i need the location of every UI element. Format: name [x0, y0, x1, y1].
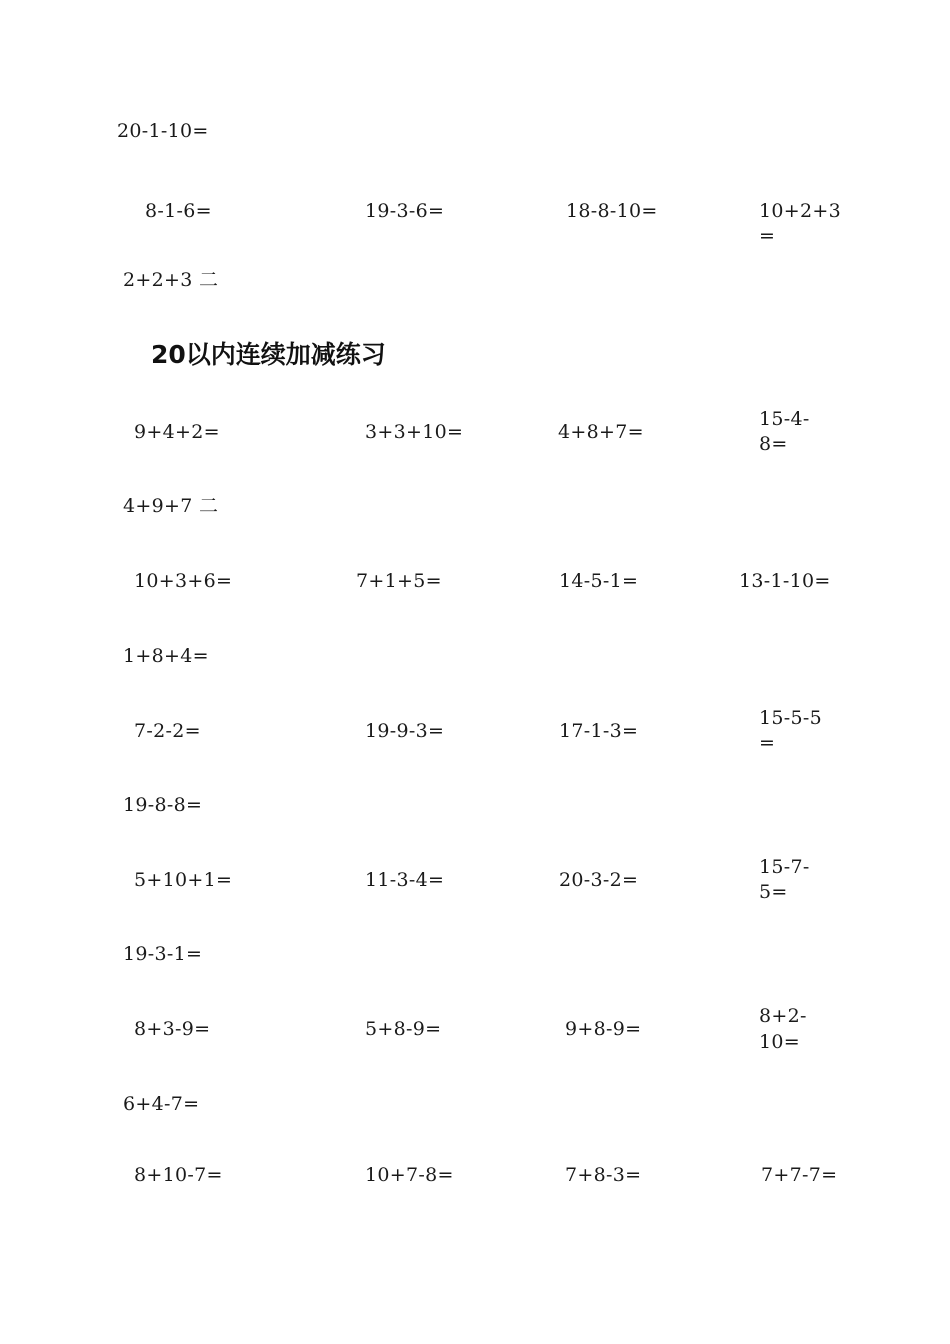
problem: 5+10+1= [134, 869, 233, 891]
problem: 7+7-7= [761, 1164, 838, 1186]
problem: 9+8-9= [565, 1018, 642, 1040]
problem: 18-8-10= [566, 200, 658, 222]
problem: 5= [759, 881, 788, 903]
problem: 10+7-8= [365, 1164, 454, 1186]
problem: 7+8-3= [565, 1164, 642, 1186]
problem: 1+8+4= [123, 645, 209, 667]
problem: 7+1+5= [356, 570, 442, 592]
problem: 13-1-10= [739, 570, 831, 592]
problem: 4+9+7 二 [123, 495, 219, 517]
problem: 5+8-9= [365, 1018, 442, 1040]
problem: 19-9-3= [365, 720, 445, 742]
problem: 8-1-6= [145, 200, 212, 222]
problem: 15-4- [759, 408, 810, 430]
problem: 15-5-5 [759, 707, 822, 729]
problem: 17-1-3= [559, 720, 639, 742]
problem: 6+4-7= [123, 1093, 200, 1115]
problem: 7-2-2= [134, 720, 201, 742]
problem: 20-1-10= [117, 120, 209, 142]
problem: 8+2- [759, 1005, 807, 1027]
problem: 8+3-9= [134, 1018, 211, 1040]
problem: = [759, 225, 776, 247]
problem: 14-5-1= [559, 570, 639, 592]
page-title: 20以内连续加减练习 [151, 340, 386, 369]
problem: 20-3-2= [559, 869, 639, 891]
problem: 10+3+6= [134, 570, 233, 592]
problem: 19-3-6= [365, 200, 445, 222]
problem: 2+2+3 二 [123, 269, 219, 291]
problem: 15-7- [759, 856, 810, 878]
problem: 3+3+10= [365, 421, 464, 443]
problem: 8= [759, 433, 788, 455]
problem: 11-3-4= [365, 869, 445, 891]
problem: 9+4+2= [134, 421, 220, 443]
problem: 4+8+7= [558, 421, 644, 443]
problem: 19-8-8= [123, 794, 203, 816]
problem: = [759, 732, 776, 754]
problem: 8+10-7= [134, 1164, 223, 1186]
problem: 10+2+3 [759, 200, 841, 222]
problem: 10= [759, 1031, 800, 1053]
problem: 19-3-1= [123, 943, 203, 965]
